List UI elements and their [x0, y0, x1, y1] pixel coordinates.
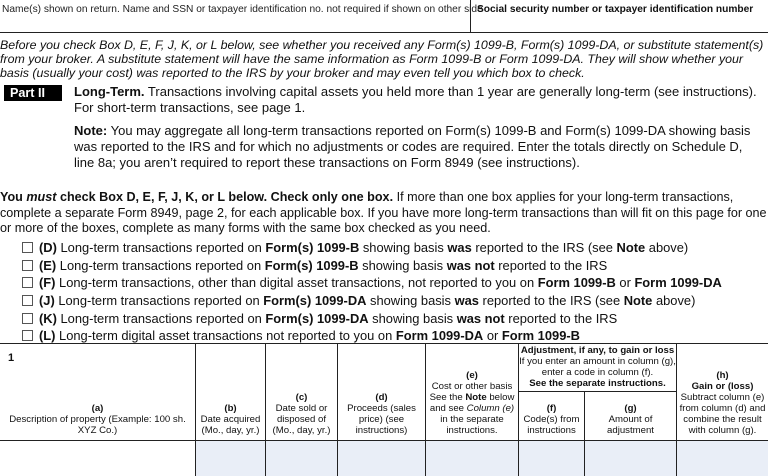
option-label: (K) Long-term transactions reported on Form(s) 1099-DA showing basis was not reported to the IRS [39, 310, 618, 326]
box-option-f[interactable] [22, 274, 762, 292]
note-text: You may aggregate all long-term transactions reported on Form(s) 1099-B and Form(s) 1099-DA showing basis was reported to the IRS and for which no adjustments or codes are required. Enter the totals directly on Schedule D, line 8a; you aren’t required to report these transactions on Form 8949 (see instructions). [74, 123, 751, 170]
column-a-header: (a) Description of property (Example: 100 sh. XYZ Co.) [0, 344, 196, 440]
check-instructions: You must check Box D, E, F, J, K, or L below. Check only one box. If more than one box applies for your long-term transactions, complete a separate Form 8949, page 2, for each applicable box. If you have more long-term transactions than will fit on this page for one or more of the boxes, complete as many forms with the same box checked as you need. [0, 190, 767, 235]
form-header [0, 0, 768, 33]
cell-adjustment[interactable] [585, 441, 677, 476]
box-option-k[interactable] [22, 309, 762, 327]
part-badge: Part II [4, 85, 62, 101]
column-b-header: (b) Date acquired (Mo., day, yr.) [196, 344, 266, 440]
option-label: (L) Long-term digital asset transactions not reported to you on Form 1099-DA or Form 1099-B [39, 328, 580, 344]
option-label: (F) Long-term transactions, other than digital asset transactions, not reported to you on Form 1099-B or Form 1099-DA [39, 275, 722, 291]
column-d-header: (d) Proceeds (sales price) (see instructions) [338, 344, 426, 440]
checkbox[interactable] [22, 242, 33, 253]
part-title: Long-Term. [74, 84, 145, 99]
ssn-field[interactable] [471, 0, 768, 32]
cell-date-sold[interactable] [266, 441, 338, 476]
box-options [22, 239, 762, 345]
option-label: (E) Long-term transactions reported on Form(s) 1099-B showing basis was not reported to the IRS [39, 257, 608, 273]
checkbox[interactable] [22, 330, 33, 341]
column-e-header: (e) Cost or other basis See the Note below and see Column (e) in the separate instructions. [426, 344, 519, 440]
checkbox[interactable] [22, 277, 33, 288]
part-note [74, 123, 764, 171]
checkbox[interactable] [22, 313, 33, 324]
option-label: (D) Long-term transactions reported on Form(s) 1099-B showing basis was reported to the IRS (see Note above) [39, 240, 689, 256]
cell-description[interactable] [0, 441, 196, 476]
part-text: Transactions involving capital assets you held more than 1 year are generally long-term (see instructions). For short-term transactions, see page 1. [74, 84, 757, 115]
checkbox[interactable] [22, 260, 33, 271]
part-description [74, 84, 764, 116]
intro-paragraph: Before you check Box D, E, F, J, K, or L below, see whether you received any Form(s) 1099-B, Form(s) 1099-DA, or substitute statement(s) from your broker. A substitute statement will have the same information as Form 1099-B or Form 1099-DA. They will show whether your basis (usually your cost) was reported to the IRS by your broker and may even tell you which box to check. [0, 38, 764, 80]
column-c-header: (c) Date sold or disposed of (Mo., day, yr.) [266, 344, 338, 440]
note-label: Note: [74, 123, 108, 138]
checkbox[interactable] [22, 295, 33, 306]
box-option-j[interactable] [22, 292, 762, 310]
cell-proceeds[interactable] [338, 441, 426, 476]
name-label: Name(s) shown on return. Name and SSN or taxpayer identification no. not required if shown on other side [2, 4, 483, 15]
ssn-label: Social security number or taxpayer identification number [477, 4, 754, 15]
cell-cost-basis[interactable] [426, 441, 519, 476]
row-number: 1 [8, 352, 15, 364]
column-f-header: (f) Code(s) from instructions [519, 392, 585, 440]
option-label: (J) Long-term transactions reported on Form(s) 1099-DA showing basis was reported to the IRS (see Note above) [39, 293, 696, 309]
column-h-header: (h) Gain or (loss) Subtract column (e) from column (d) and combine the result with column (g). [679, 370, 766, 436]
box-option-d[interactable] [22, 239, 762, 257]
cell-date-acquired[interactable] [196, 441, 266, 476]
box-option-e[interactable] [22, 257, 762, 275]
box-option-l[interactable] [22, 327, 762, 345]
adjustment-header: Adjustment, if any, to gain or loss If you enter an amount in column (g), enter a code in column (f). See the separate instructions. [519, 344, 677, 392]
cell-code[interactable] [519, 441, 585, 476]
column-g-header: (g) Amount of adjustment [585, 392, 677, 440]
cell-gain-loss[interactable] [677, 441, 768, 476]
transactions-table [0, 343, 768, 476]
name-field[interactable] [0, 0, 483, 32]
